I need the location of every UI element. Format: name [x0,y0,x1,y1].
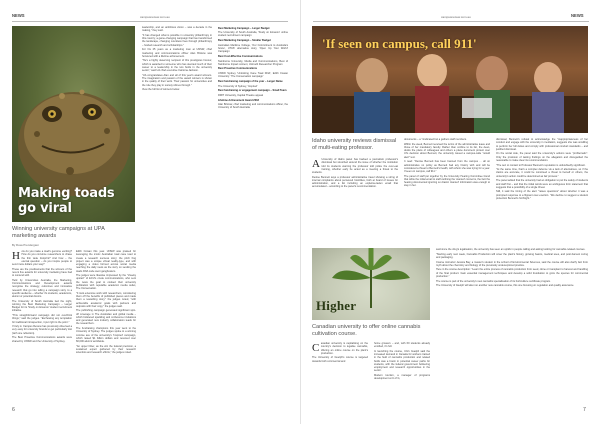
higher-story-column-3 [436,248,588,408]
campus-story-standfirst: Idaho university reviews dismissal of multi-eating professor. [312,138,397,151]
toad-story-standfirst: Winning university campaigns at UPA marketing awards [12,226,105,239]
cane-toad-photo [12,26,135,222]
higher-story-headline: Higher [316,298,357,313]
toad-story-column-2 [76,250,136,408]
winner-name: Alan Bristow, chief marketing and communications officer, the University of South Australia [218,103,288,110]
campus-story-column-2 [404,138,490,240]
winner-category: Best Cost-Effective Communications [218,54,263,58]
winner-category: Best fundraising or engagement campaign – Small Team [218,89,287,93]
paragraph: Edith Cowan this year. UNSW was praised for leveraging the iconic Australian toad cane toad to create a research success story; the pitch frog project was a unique virtual reality-type, and with engaging a video formed across social media reaching the daily news as the story on sending the toads DNA code went gangbusters. [76,250,136,273]
paragraph: "An upper hitter, as the win the federal precision, a sustained expert gathered by their research scientists and research efforts," the judges noted. [76,344,136,355]
header-rule-right [313,21,589,22]
higher-story-column-2 [374,342,430,408]
paragraph: leadership, and an ambitious vision – was a decade in the making," they said. [142,26,212,33]
winner-category: Best fundraising campaign of the year – Larger Name [218,79,283,83]
paragraph: A University of Idaho panel has backed a journalism professor's dismissal but stretched around the issue of whether the institution told its students warning the professor told police the over-eat training, whether early he acted as a meeting a threat to the students. [312,158,398,174]
paragraph: It read: "Denise Bennett has been banned from the campus ... all on administrative no policy as Bennett had any history with and will be considered a threat to Bennett's health, with whom she was trying for a year. If seen on campus, call 911." [404,160,490,174]
winner-name: The University of Sydney, 'Inspired' [218,84,258,88]
toad-story-byline: By Rosa Prendergast [12,243,39,247]
paragraph: Modern tourism, a manager of programs development at U of G, [374,374,430,381]
campus-students-photo [312,26,588,133]
paragraph: "This straightforward campaign did not overthink things," said the judges. "Eschewing any temptation for traditional introspection, it put right to the point." [12,314,72,324]
drop-cap: H [12,250,20,262]
paragraph: The fundraising champions this year went to the University of Sydney. The judges spoke to a winning concise ace of the university's 'Inspired' campaign, which raised $1 billion dollars and received over 60,000 alumni worldwide. [76,327,136,344]
paragraph: "UA congratulates Alan and all of this year's award winners. The imagination and passion of the award winners is shown in the quality of their work. Their passion for universities and the role they play in society shines through." [142,73,212,87]
paragraph: These are the predicaments that the winners of the recent five awards for university marketing have had to contend with. [12,267,72,278]
paragraph: Within the week, Bennett received the terms of the administrative leave and those of her mandatory faculty. Rather than confine to its list, the dean, ducks the plans of colleagues and others a plane document protect over UI's decision about Bennett, the university issued a campus-wide "would alert" text. [404,142,490,159]
winner-category: Best Proactive Communications [218,67,258,71]
paragraph: The judges were likewise impressed by the "cheeky upstart" of ECU's crude communications, who sent the news the goal to cooked their university publication with reputable academic media outlet, The Conversation. [76,274,136,291]
paragraph: Course instructor Jessica Bay, a master's student in the school of Environmental Sciences, said the course will also clarify fact from myth about the chemistry and biology of the previously underexplored practice. [436,260,588,267]
paragraph: If truly is: Campus Review has previously observed a very easy for university brands to get particularly lost (with one reflection). [12,325,72,335]
paragraph: The publishing campaign generated significant spin-off coverage in The Australian and global media – which bolstered sparkling and conference invitations and generated new industry collaboration leads for the researchers. [76,309,136,326]
paragraph: "Starting early next week, Cannabis Production will cover the plant's history, growing basics, medical uses, and post-harvest curing and packaging. [436,252,588,259]
paragraph: How do you make a toad's genome exciting? How do you convince researchers to chase the thin wide footprint? And how – the eternal question – do you inspire people to send more dollars your way? [12,250,72,266]
paragraph: documents – a "vindicated but a gathers staff members. [404,138,467,141]
cannabis-photo [312,248,430,320]
paragraph: "He's a highly deserving recipient of this prestigious honour, which is awarded to someone who has devoted much of their career to a leadership in the two fields in the university sector," said UA chief executive Catriona Jackson. [142,59,212,73]
paragraph: The Best Proactive Communications awards were shared by UNSW and the University of Sydney. [12,336,72,343]
higher-story-standfirst: Canadian university to offer online cannabis cultivation course. [312,324,421,337]
paragraph: home growers – and, with 60 students already enrolled, it's full. [374,342,430,349]
paragraph: Canadian university is capitalising on the country's decision to legalise cannabis, offering an online course on the plant's production. [312,342,368,355]
paragraph: said since the drug's legalisation, the university has seen an uptick in people calling and asking looking for cannabis-related courses. [436,248,586,251]
paragraph: "The text or contact to Professor Bennett's reputation is undoubtedly significant. [496,163,586,167]
winner-category: Lifetime Achievement Award 2018 [218,98,259,102]
winner-name: Swinburne University, Media and Communications, Best of Swinburne Impact content, Unimelb Researcher Program [218,59,288,66]
paragraph: Denise Bennett says a professor administrative travel showing a string of internal complaints about perceived hostilities, both at board of issues for administration, and a list including an expletive-laden email that accumulated – according to the panel's recommendation. [312,175,398,189]
toad-story-column-4 [218,26,288,408]
paragraph: The University of Guelph's course is targeted towards both commercial and [312,356,368,363]
paragraph: "At the same time, that's a complex defence vis a lack of alternatives, so if the claims are accurate, it could be construed a threat to herself or others, the university's action could be determined as fair process." [496,168,588,178]
winner-name: Australian Maritime College, 'Our Commitment to Australia's future', UTAS' alternative story, 'Open Up Your World' Campaign [218,43,288,54]
winner-name: UNSW Sydney 'Unlocking Cane Toad DNA', Edith Cowan University: 'The Conversation campaign' [218,72,288,79]
header-rule-left [12,21,288,22]
paragraph: "It took extensive work with researchers, considering them off the benefits of published pieces and made them a rewarding story," the judges noted, "with achievable academic goals with partners and outposts with their copy," the judges said. [76,291,136,308]
toad-story-headline: Making toads go viral [18,186,115,216]
paragraph: In launching the course, UG's Guelph said the increased demand in Canada for workers trained in the field of cannabis production and related fields was a boom in potential career paths for students, with the federal government bolstering employment and research opportunities in the sector. [374,349,430,373]
drop-cap: A [312,158,320,170]
paragraph: On the social side, the panel said the university's actions were "problematic". Only the provision of lasting findings on the allegation and disregarded the reasonable to make clear its recommendation. [496,152,588,162]
toad-story-column-1 [12,250,72,408]
paragraph: The panel of staff put together by the University Hearing Committee found that while the initial email to staff outlining the 'wanted' concerns, the fact the hearing documented ignoring so drastic 'wanted' information was enough to stay in her. [404,174,490,188]
campus-story-column-3 [496,138,588,240]
campus-story-headline: 'If seen on campus, call 911' [322,36,477,51]
paragraph: "It has changed what is possible in university philanthropy in this country; a game-changing campaign that has transformed the landscape, changing countless lives through philanthropy – funded research and scholarships." [142,33,212,47]
section-label-right: NEWS [571,13,584,18]
toad-story-column-3 [142,26,212,408]
winner-category: Best Marketing Campaign – Smaller Budget [218,39,271,43]
winner-name: RMIT University, Capital Theatre appeal [218,93,264,97]
campus-story-column-1 [312,158,398,240]
winner-name: The University of South Australia, 'Study on Emanon' online student recruitment campaign [218,31,288,38]
paragraph: The University of South Australia tied the night, winning the Best Marketing Campaign – Larger Budget for its 'Study on Emanon' student recruitment initiative. [12,299,72,313]
drop-cap: C [312,342,320,354]
site-url-left[interactable]: campusreview.com.au [140,15,170,19]
winner-category: Best Marketing Campaign – Larger Budget [218,26,270,30]
higher-story-column-1 [312,342,368,408]
paragraph: Held by Universities Australia, the Marketing, Communications and Development awards recognise the strategy, outcomes and innovative research that go into telling a campaign story to a specific audience – whether it's students, academics, alumni or potential donors. [12,278,72,299]
paragraph: View the full list of winners below. [142,88,180,92]
paragraph: The University of Guelph will also run another new cannabis course, this one focusing on regulation and quality assurance. [436,284,575,288]
paragraph: dismissal, Bennett's refusal to acknowledge the "inappropriateness of her conduct and engage with the university in mediation, suggests she was unwilling to perform her full duties and comply with professional conduct standards – and justified dismissal. [496,138,588,151]
paragraph: Here in the course description: "Learn the entire process of cannabis production from seed, clone or transplant to harvest and handling of the final product. Gain essential management techniques and develop a solid foundation to grow the species for commercial production." [436,268,588,278]
paragraph: Still, it said the timing of the alert "raises questions" about whether it was a prompted response to a flippant over-exertion. "We decline to suggest a student protection Bennett's forthright." [496,190,588,200]
paragraph: The course is part of the university's new cannabis specialisation of its horticulture certificate program. [436,279,551,283]
page-number-left: 6 [12,407,15,413]
site-url-right[interactable]: campusreview.com.au [441,15,471,19]
section-label-left: NEWS [12,13,25,18]
page-number-right: 7 [583,407,586,413]
paragraph: For his 25 years as a marketing man at UNSW, chief marketing and communications officer Alan Bristow was honoured with a lifetime achievement. [142,48,212,58]
paragraph: The panel added that the university had an obligation to put the safety of students and staff first – and that the initial words were an ambiguous form statement that suggests that a possibility of a single threat. [496,179,588,189]
